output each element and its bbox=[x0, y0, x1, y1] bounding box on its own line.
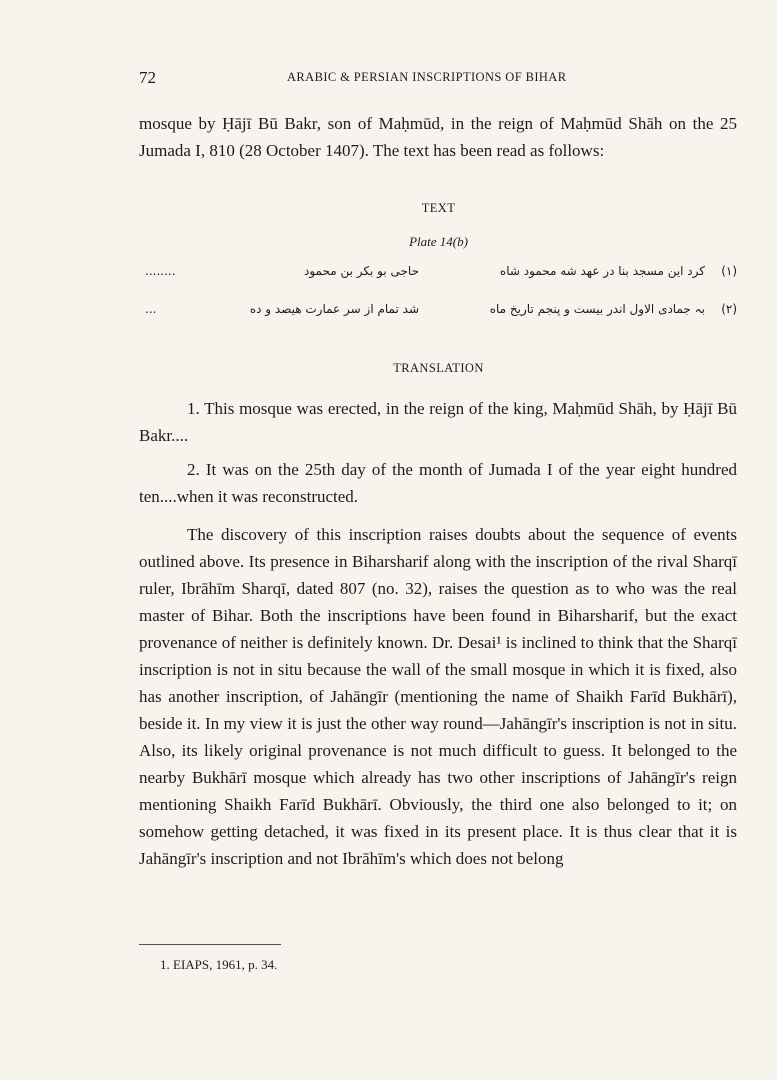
inscription-hemistich-left: حاجی بو بکر بن محمود bbox=[303, 264, 419, 278]
page-number: 72 bbox=[139, 68, 156, 87]
plate-label: Plate 14(b) bbox=[409, 234, 468, 249]
inscription-hemistich-right: کرد این مسجد بنا در عهد شه محمود شاه bbox=[499, 264, 705, 278]
translation-item: 1. This mosque was erected, in the reign of the king, Maḥmūd Shāh, by Ḥājī Bū Bakr.... bbox=[139, 399, 737, 445]
inscription-line-number: (۲) bbox=[721, 302, 737, 316]
translation-heading: TRANSLATION bbox=[393, 361, 484, 375]
footnote: 1. EIAPS, 1961, p. 34. bbox=[160, 957, 278, 972]
text-heading: TEXT bbox=[421, 201, 456, 215]
page-header bbox=[139, 68, 737, 90]
inscription-hemistich-left: شد تمام از سر عمارت هیصد و ده bbox=[249, 302, 419, 316]
running-title: ARABIC & PERSIAN INSCRIPTIONS OF BIHAR bbox=[287, 70, 567, 84]
ellipsis-dots: ... bbox=[145, 302, 157, 316]
discussion-paragraph: The discovery of this inscription raises doubts about the sequence of events outlined above. Its presence in Biharsharif along with the inscription of the rival Sharqī ruler, Ibrāhīm Sharqī, dated 807 (no. 32), raises the question as to who was the real master of Bihar. Both the inscriptions have been found in Biharsharif, but the exact provenance of neither is definitely known. Dr. Desai¹ is inclined to think that the Sharqī inscription is not in situ because the wall of the small mosque in which it is fixed, also has another inscription, of Jahāngīr (mentioning the name of Shaikh Farīd Bukhārī), beside it. In my view it is just the other way round—Jahāngīr's inscription is not in situ. Also, its likely original provenance is not much difficult to guess. It belonged to the nearby Bukhārī mosque which already has two other inscriptions of Jahāngīr's reign mentioning Shaikh Farīd Bukhārī. Obviously, the third one also belonged to it; on somehow getting detached, it was fixed in its present place. It is thus clear that it is Jahāngīr's inscription and not Ibrāhīm's which does not belong bbox=[139, 525, 737, 868]
footnote-divider bbox=[139, 944, 281, 945]
inscription-line-1 bbox=[139, 264, 737, 294]
ellipsis-dots: ........ bbox=[145, 264, 176, 278]
inscription-line-2 bbox=[139, 302, 737, 332]
intro-paragraph: mosque by Ḥājī Bū Bakr, son of Maḥmūd, in the reign of Maḥmūd Shāh on the 25 Jumada I, 810 (28 October 1407). The text has been read as follows: bbox=[139, 114, 737, 160]
inscription-hemistich-right: بہ جمادی الاول اندر بیست و پنجم تاریخ ماه bbox=[489, 302, 705, 316]
translation-item: 2. It was on the 25th day of the month of Jumada I of the year eight hundred ten....when it was reconstructed. bbox=[139, 460, 737, 506]
inscription-line-number: (۱) bbox=[721, 264, 737, 278]
